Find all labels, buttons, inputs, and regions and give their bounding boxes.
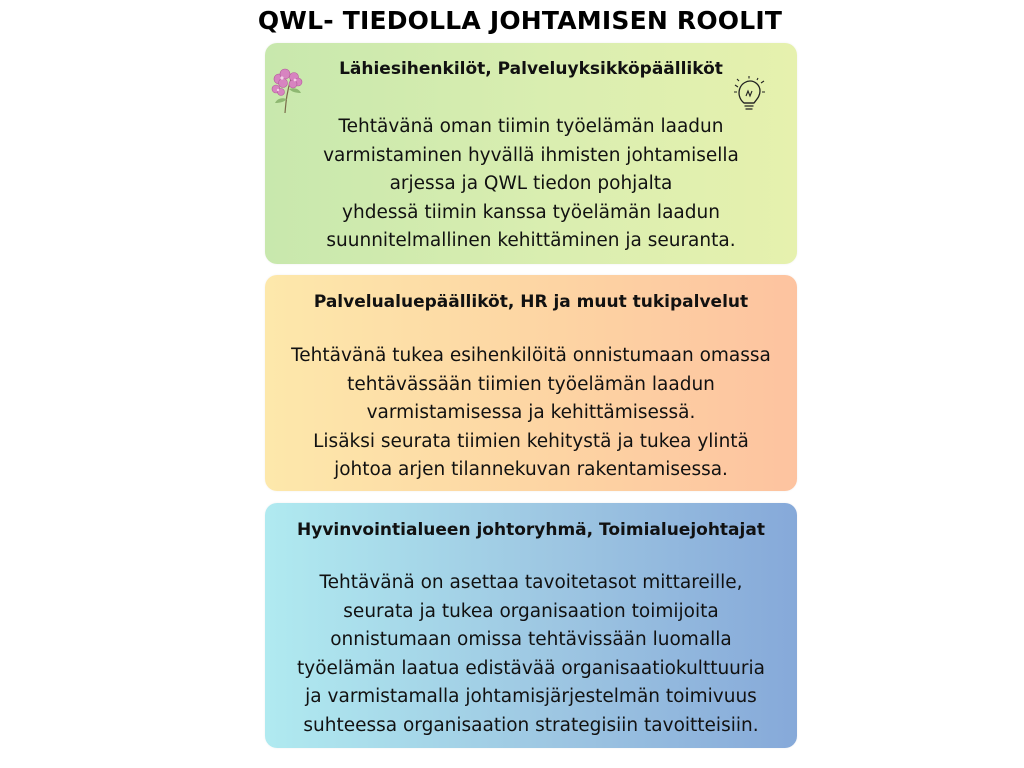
card-body-line: varmistaminen hyvällä ihmisten johtamisella <box>323 144 739 166</box>
card-body <box>265 113 797 256</box>
card-heading: Palvelualuepäälliköt, HR ja muut tukipalvelut <box>313 292 749 312</box>
card-body <box>265 342 797 485</box>
card-body-line: Lisäksi seurata tiimien kehitystä ja tukea ylintä <box>313 430 749 452</box>
card-body <box>265 569 797 740</box>
card-body-line: yhdessä tiimin kanssa työelämän laadun <box>342 201 720 223</box>
card-body-line: Tehtävänä tukea esihenkilöitä onnistumaan omassa <box>291 345 771 366</box>
card-heading: Lähiesihenkilöt, Palveluyksikköpäälliköt <box>339 59 723 79</box>
card-body-line: seurata ja tukea organisaation toimijoita <box>343 600 719 622</box>
card-body-line: Tehtävänä on asettaa tavoitetasot mittareille, <box>319 572 743 593</box>
card-body-line: tehtävässään tiimien työelämän laadun <box>347 373 715 395</box>
card-body-line: onnistumaan omissa tehtävissään luomalla <box>330 629 732 650</box>
card-body-line: työelämän laatua edistävää organisaatiokulttuuria <box>297 657 765 679</box>
card-body-line: johtoa arjen tilannekuvan rakentamisessa. <box>334 459 728 480</box>
lightbulb-icon <box>731 75 767 115</box>
page-title: QWL- TIEDOLLA JOHTAMISEN ROOLIT <box>257 6 783 35</box>
card-body-line: Tehtävänä oman tiimin työelämän laadun <box>338 116 724 137</box>
card-heading: Hyvinvointialueen johtoryhmä, Toimialuejohtajat <box>297 520 765 540</box>
card-body-line: ja varmistamalla johtamisjärjestelmän toimivuus <box>305 686 757 707</box>
card-body-line: suunnitelmallinen kehittäminen ja seuranta. <box>326 230 736 251</box>
role-card-service-area-managers <box>265 275 797 491</box>
card-body-line: arjessa ja QWL tiedon pohjalta <box>389 173 673 194</box>
card-body-line: varmistamisessa ja kehittämisessä. <box>366 402 696 423</box>
card-body-line: suhteessa organisaation strategisiin tavoitteisiin. <box>303 714 759 736</box>
role-card-frontline-managers <box>265 43 797 264</box>
role-card-executive-group <box>265 503 797 748</box>
